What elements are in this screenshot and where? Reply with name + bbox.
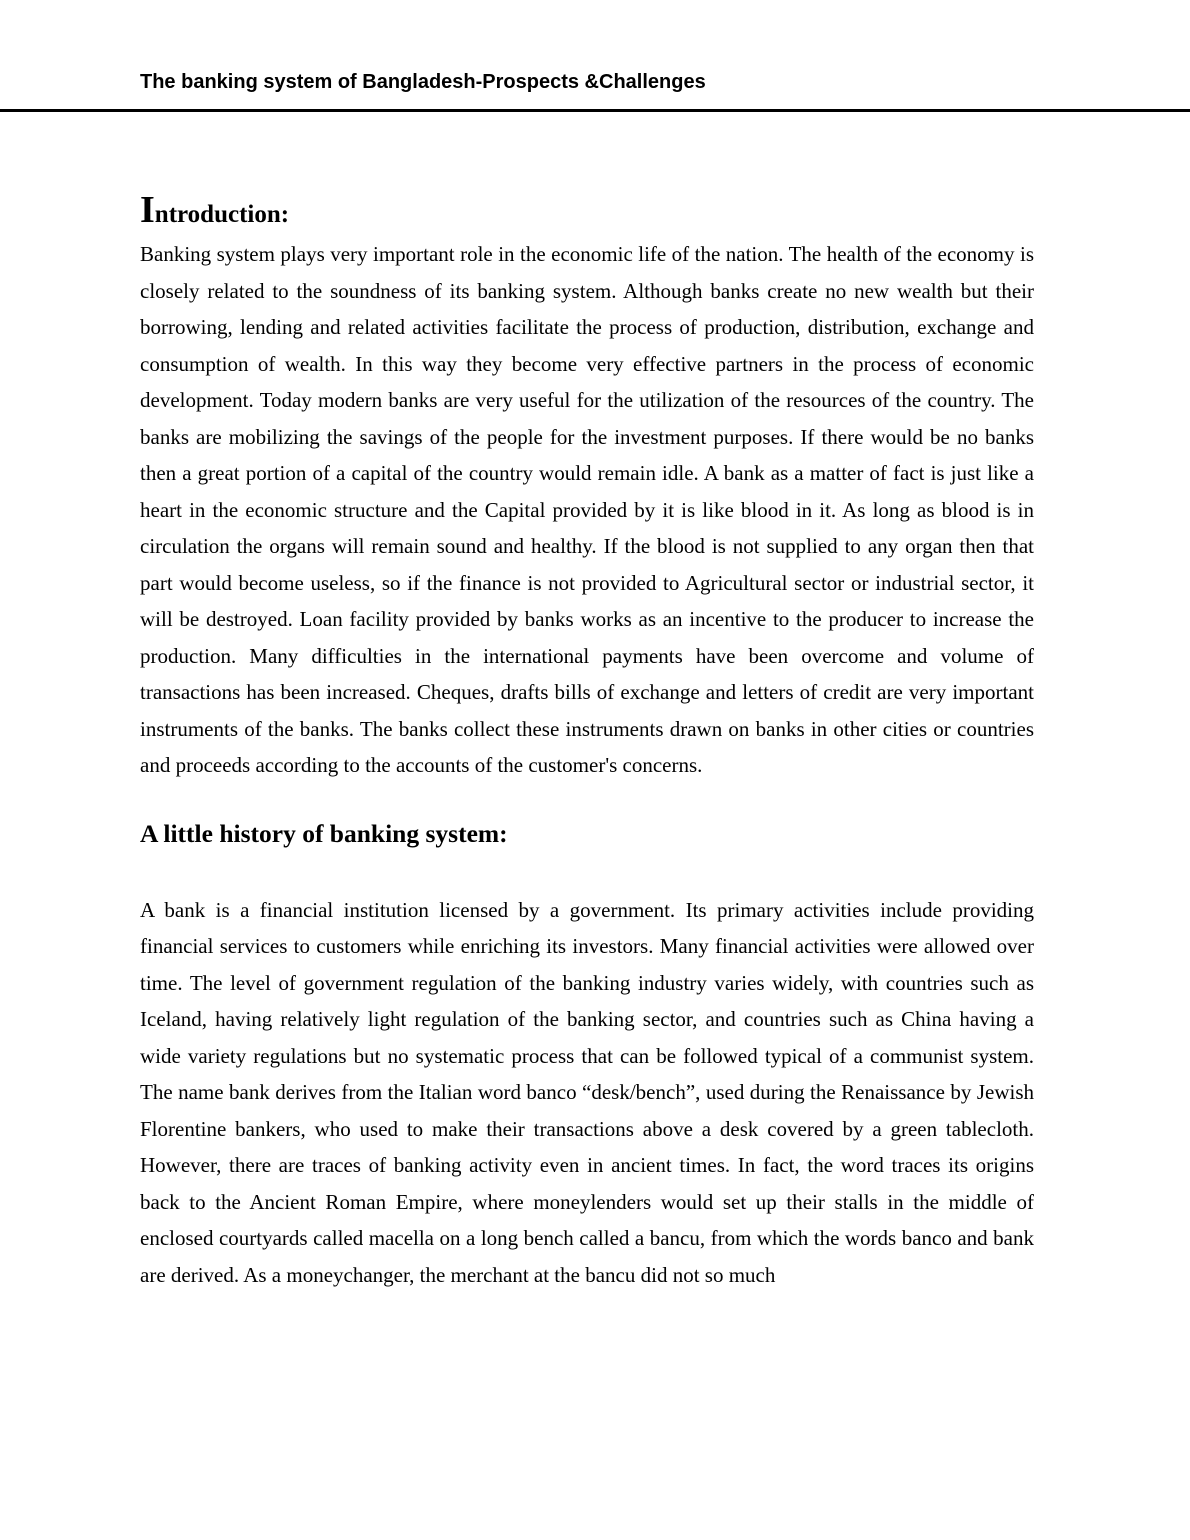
introduction-paragraph: Banking system plays very important role in the economic life of the nation. The health of the economy is closely related to the soundness of its banking system. Although banks create no new wealth but their borrowing, lending and related activities facilitate the process of production, distribution, exchange and consumption of wealth. In this way they become very effective partners in the process of economic development. Today modern banks are very useful for the utilization of the resources of the country. The banks are mobilizing the savings of the people for the investment purposes. If there would be no banks then a great portion of a capital of the country would remain idle. A bank as a matter of fact is just like a heart in the economic structure and the Capital provided by it is like blood in it. As long as blood is in circulation the organs will remain sound and healthy. If the blood is not supplied to any organ then that part would become useless, so if the finance is not provided to Agricultural sector or industrial sector, it will be destroyed. Loan facility provided by banks works as an incentive to the producer to increase the production. Many difficulties in the international payments have been overcome and volume of transactions has been increased. Cheques, drafts bills of exchange and letters of credit are very important instruments of the banks. The banks collect these instruments drawn on banks in other cities or countries and proceeds according to the accounts of the customer's concerns. xyxy=(140,242,1034,777)
history-paragraph: A bank is a financial institution licensed by a government. Its primary activities include providing financial services to customers while enriching its investors. Many financial activities were allowed over time. The level of government regulation of the banking industry varies widely, with countries such as Iceland, having relatively light regulation of the banking sector, and countries such as China having a wide variety regulations but no systematic process that can be followed typical of a communist system. The name bank derives from the Italian word banco “desk/bench”, used during the Renaissance by Jewish Florentine bankers, who used to make their transactions above a desk covered by a green tablecloth. However, there are traces of banking activity even in ancient times. In fact, the word traces its origins back to the Ancient Roman Empire, where moneylenders would set up their stalls in the middle of enclosed courtyards called macella on a long bench called a bancu, from which the words banco and bank are derived. As a moneychanger, the merchant at the bancu did not so much xyxy=(140,897,1034,1287)
introduction-heading xyxy=(140,184,1034,236)
drop-cap: I xyxy=(140,189,155,231)
document-body xyxy=(140,184,1034,1293)
running-header: The banking system of Bangladesh-Prospects &Challenges xyxy=(140,71,706,93)
header-divider xyxy=(0,109,1190,112)
history-heading: A little history of banking system: xyxy=(140,818,508,848)
introduction-heading-text: ntroduction: xyxy=(154,201,290,228)
